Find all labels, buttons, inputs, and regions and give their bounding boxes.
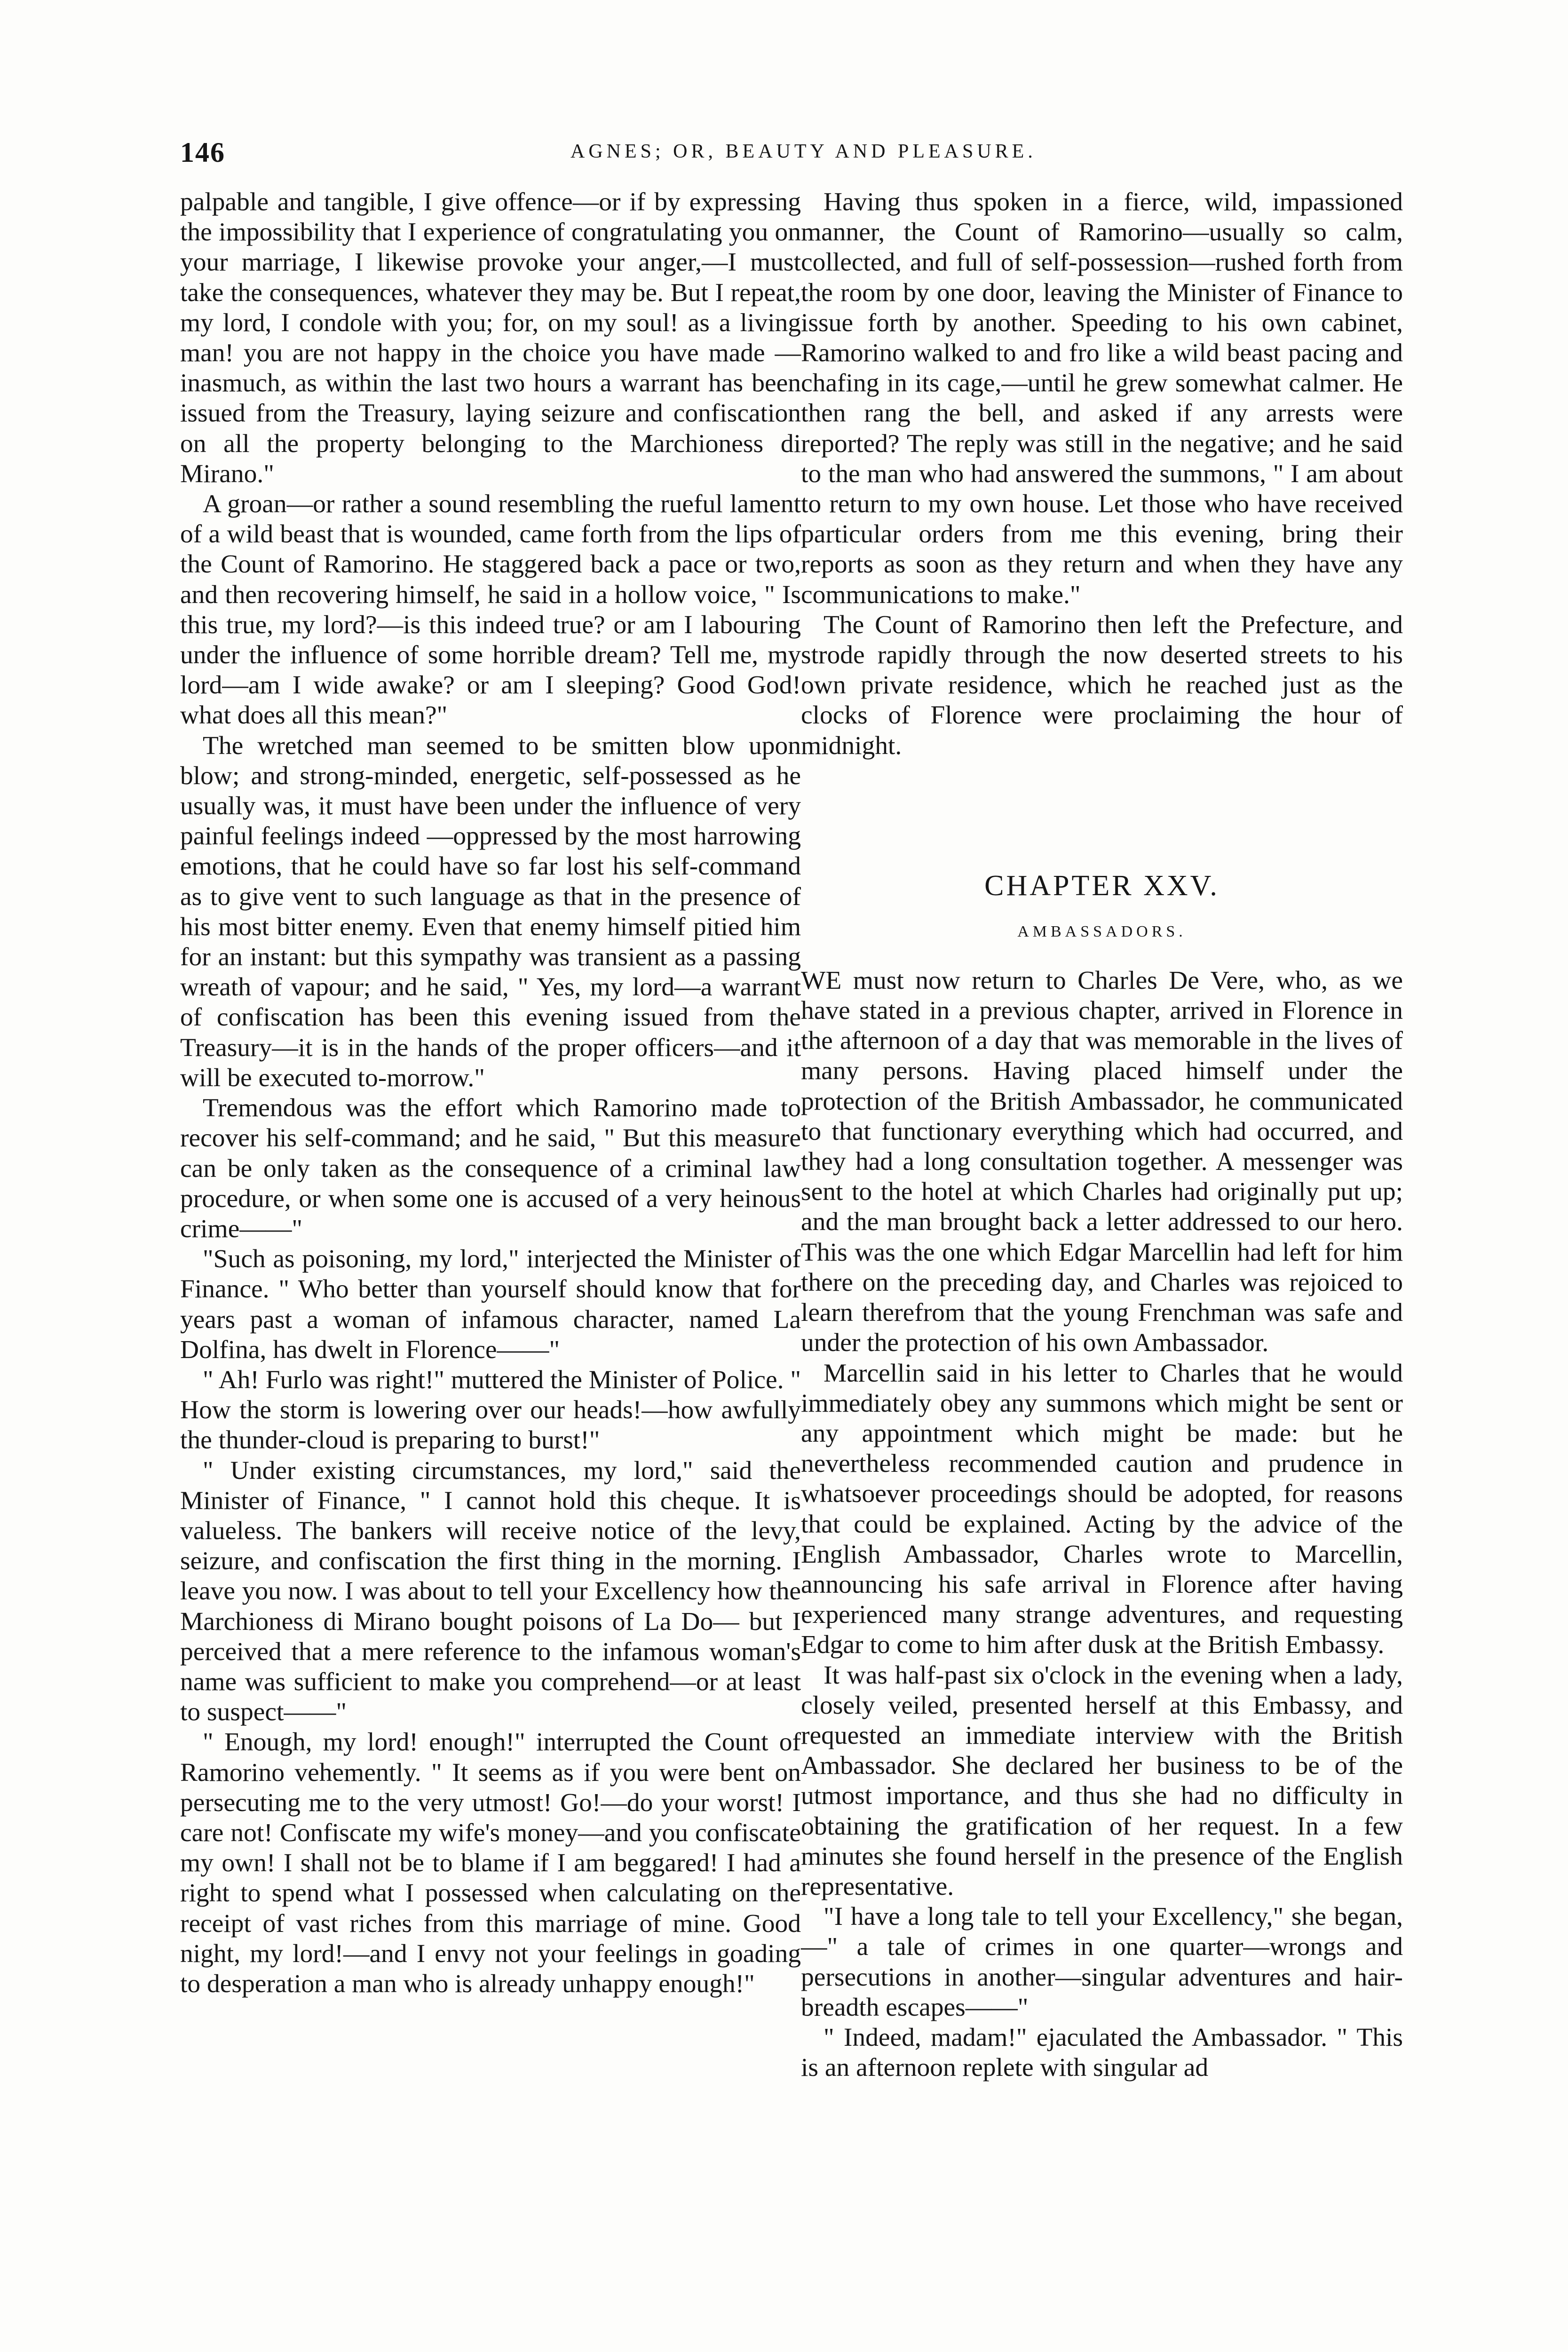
paragraph: WE must now return to Charles De Vere, who, as we have stated in a previous chapter, arrived in Florence in the afternoon of a day that was memorable in the lives of many persons. Having placed himself under the protection of the British Ambassador, he communicated to that functionary everything which had occurred, and they had a long consultation together. A messenger was sent to the hotel at which Charles had originally put up; and the man brought back a letter addressed to our hero. This was the one which Edgar Marcellin had left for him there on the preceding day, and Charles was rejoiced to learn therefrom that the young Frenchman was safe and under the protection of his own Ambassador.: [801, 966, 1403, 1358]
paragraph: " Ah! Furlo was right!" muttered the Minister of Police. " How the storm is lowering over our heads!—how awfully the thunder-cloud is preparing to burst!": [180, 1365, 801, 1455]
chapter-heading: CHAPTER XXV.: [984, 869, 1220, 902]
paragraph: The wretched man seemed to be smitten blow upon blow; and strong-minded, energetic, self-possessed as he usually was, it must have been under the influence of very painful feelings indeed —oppressed by the most harrowing emotions, that he could have so far lost his self-command as to give vent to such language as that in the presence of his most bitter enemy. Even that enemy himself pitied him for an instant: but this sympathy was transient as a passing wreath of vapour; and he said, " Yes, my lord—a warrant of confiscation has been this evening issued from the Treasury—it is in the hands of the proper officers—and it will be executed to-morrow.": [180, 731, 801, 1092]
paragraph: A groan—or rather a sound resembling the rueful lament of a wild beast that is wounded, came forth from the lips of the Count of Ramorino. He staggered back a pace or two, and then recovering himself, he said in a hollow voice, " Is this true, my lord?—is this indeed true? or am I labouring under the influence of some horrible dream? Tell me, my lord—am I wide awake? or am I sleeping? Good God! what does all this mean?": [180, 490, 801, 730]
right-column: [801, 187, 1403, 2083]
paragraph: " Under existing circumstances, my lord," said the Minister of Finance, " I cannot hold this cheque. It is valueless. The bankers will receive notice of the levy, seizure, and confiscation the first thing in the morning. I leave you now. I was about to tell your Excellency how the Marchioness di Mirano bought poisons of La Do— but I perceived that a mere reference to the infamous woman's name was sufficient to make you comprehend—or at least to suspect——": [180, 1456, 801, 1727]
paragraph: " Enough, my lord! enough!" interrupted the Count of Ramorino vehemently. " It seems as if you were bent on persecuting me to the very utmost! Go!—do your worst! I care not! Confiscate my wife's money—and you confiscate my own! I shall not be to blame if I am beggared! I had a right to spend what I possessed when calculating on the receipt of vast riches from this marriage of mine. Good night, my lord!—and I envy not your feelings in goading to desperation a man who is already unhappy enough!": [180, 1728, 801, 1998]
paragraph: It was half-past six o'clock in the evening when a lady, closely veiled, presented herself at this Embassy, and requested an immediate interview with the British Ambassador. She declared her business to be of the utmost importance, and thus she had no difficulty in obtaining the gratification of her request. In a few minutes she found herself in the presence of the English representative.: [801, 1661, 1403, 1901]
paragraph: The Count of Ramorino then left the Prefecture, and strode rapidly through the now deserted streets to his own private residence, which he reached just as the clocks of Florence were proclaiming the hour of midnight.: [801, 610, 1403, 760]
paragraph: " Indeed, madam!" ejaculated the Ambassador. " This is an afternoon replete with singular ad: [801, 2023, 1403, 2082]
running-title: AGNES; OR, BEAUTY AND PLEASURE.: [570, 141, 1037, 162]
page-number: 146: [180, 137, 225, 168]
paragraph: "Such as poisoning, my lord," interjected the Minister of Finance. " Who better than yourself should know that for years past a woman of infamous character, named La Dolfina, has dwelt in Florence——": [180, 1245, 801, 1364]
paragraph: Having thus spoken in a fierce, wild, impassioned manner, the Count of Ramorino—usually so calm, collected, and full of self-possession—rushed forth from the room by one door, leaving the Minister of Finance to issue forth by another. Speeding to his own cabinet, Ramorino walked to and fro like a wild beast pacing and chafing in its cage,—until he grew somewhat calmer. He then rang the bell, and asked if any arrests were reported? The reply was still in the negative; and he said to the man who had answered the summons, " I am about to return to my own house. Let those who have received particular orders from me this evening, bring their reports as soon as they return and when they have any communications to make.": [801, 188, 1403, 609]
chapter-subtitle: AMBASSADORS.: [1017, 922, 1187, 940]
paragraph: "I have a long tale to tell your Excellency," she began,—" a tale of crimes in one quarter—wrongs and persecutions in another—singular adventures and hair-breadth escapes——": [801, 1902, 1403, 2022]
left-column: [180, 187, 801, 1999]
paragraph: Tremendous was the effort which Ramorino made to recover his self-command; and he said, " But this measure can be only taken as the consequence of a criminal law procedure, or when some one is accused of a very heinous crime——": [180, 1094, 801, 1243]
paragraph: Marcellin said in his letter to Charles that he would immediately obey any summons which might be sent or any appointment which might be made: but he nevertheless recommended caution and prudence in whatsoever proceedings should be adopted, for reasons that could be explained. Acting by the advice of the English Ambassador, Charles wrote to Marcellin, announcing his safe arrival in Florence after having experienced many strange adventures, and requesting Edgar to come to him after dusk at the British Embassy.: [801, 1359, 1403, 1660]
paragraph: palpable and tangible, I give offence—or if by expressing the impossibility that I experience of congratulating you on your marriage, I likewise provoke your anger,—I must take the consequences, whatever they may be. But I repeat, my lord, I condole with you; for, on my soul! as a living man! you are not happy in the choice you have made — inasmuch, as within the last two hours a warrant has been issued from the Treasury, laying seizure and confiscation on all the property belonging to the Marchioness di Mirano.": [180, 188, 801, 488]
running-header: [180, 136, 1403, 174]
